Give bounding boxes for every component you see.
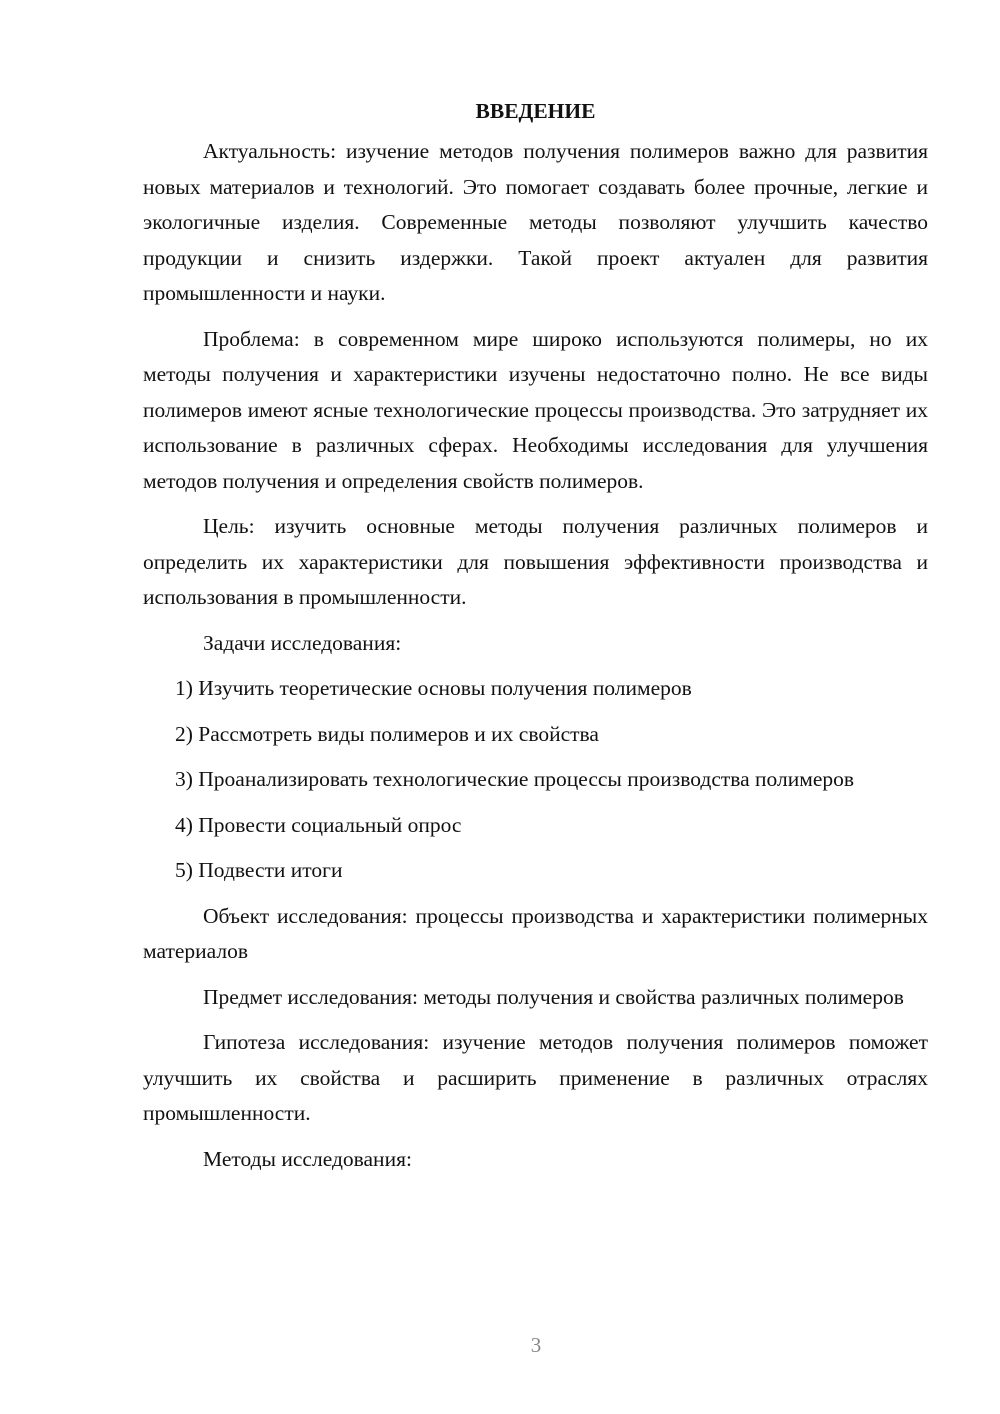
list-item: 4) Провести социальный опрос xyxy=(175,812,462,837)
tasks-list xyxy=(143,671,928,889)
paragraph-goal: Цель: изучить основные методы получения различных полимеров и определить их характеристики для повышения эффективности производства и использования в промышленности. xyxy=(143,514,928,609)
paragraph-relevance: Актуальность: изучение методов получения полимеров важно для развития новых материалов и технологий. Это помогает создавать более прочные, легкие и экологичные изделия. Современные методы позволяют улучшить качество продукции и снизить издержки. Такой проект актуален для развития промышленности и науки. xyxy=(143,139,928,305)
paragraph-hypothesis: Гипотеза исследования: изучение методов получения полимеров поможет улучшить их свойства и расширить применение в различных отраслях промышленности. xyxy=(143,1030,928,1125)
list-item: 5) Подвести итоги xyxy=(175,858,343,882)
document-page xyxy=(143,96,928,1187)
page-title: ВВЕДЕНИЕ xyxy=(475,99,596,123)
list-item: 2) Рассмотреть виды полимеров и их свойства xyxy=(175,721,599,746)
tasks-heading: Задачи исследования: xyxy=(203,630,402,655)
paragraph-problem: Проблема: в современном мире широко используются полимеры, но их методы получения и характеристики изучены недостаточно полно. Не все виды полимеров имеют ясные технологические процессы производства. Это затрудняет их использование в различных сферах. Необходимы исследования для улучшения методов получения и определения свойств полимеров. xyxy=(143,326,928,493)
paragraph-subject: Предмет исследования: методы получения и свойства различных полимеров xyxy=(203,984,904,1009)
list-item: 1) Изучить теоретические основы получения полимеров xyxy=(175,676,692,700)
list-item: 3) Проанализировать технологические процессы производства полимеров xyxy=(175,767,855,791)
page-number: 3 xyxy=(530,1333,542,1357)
methods-heading: Методы исследования: xyxy=(203,1146,412,1171)
paragraph-object: Объект исследования: процессы производства и характеристики полимерных материалов xyxy=(143,903,928,963)
